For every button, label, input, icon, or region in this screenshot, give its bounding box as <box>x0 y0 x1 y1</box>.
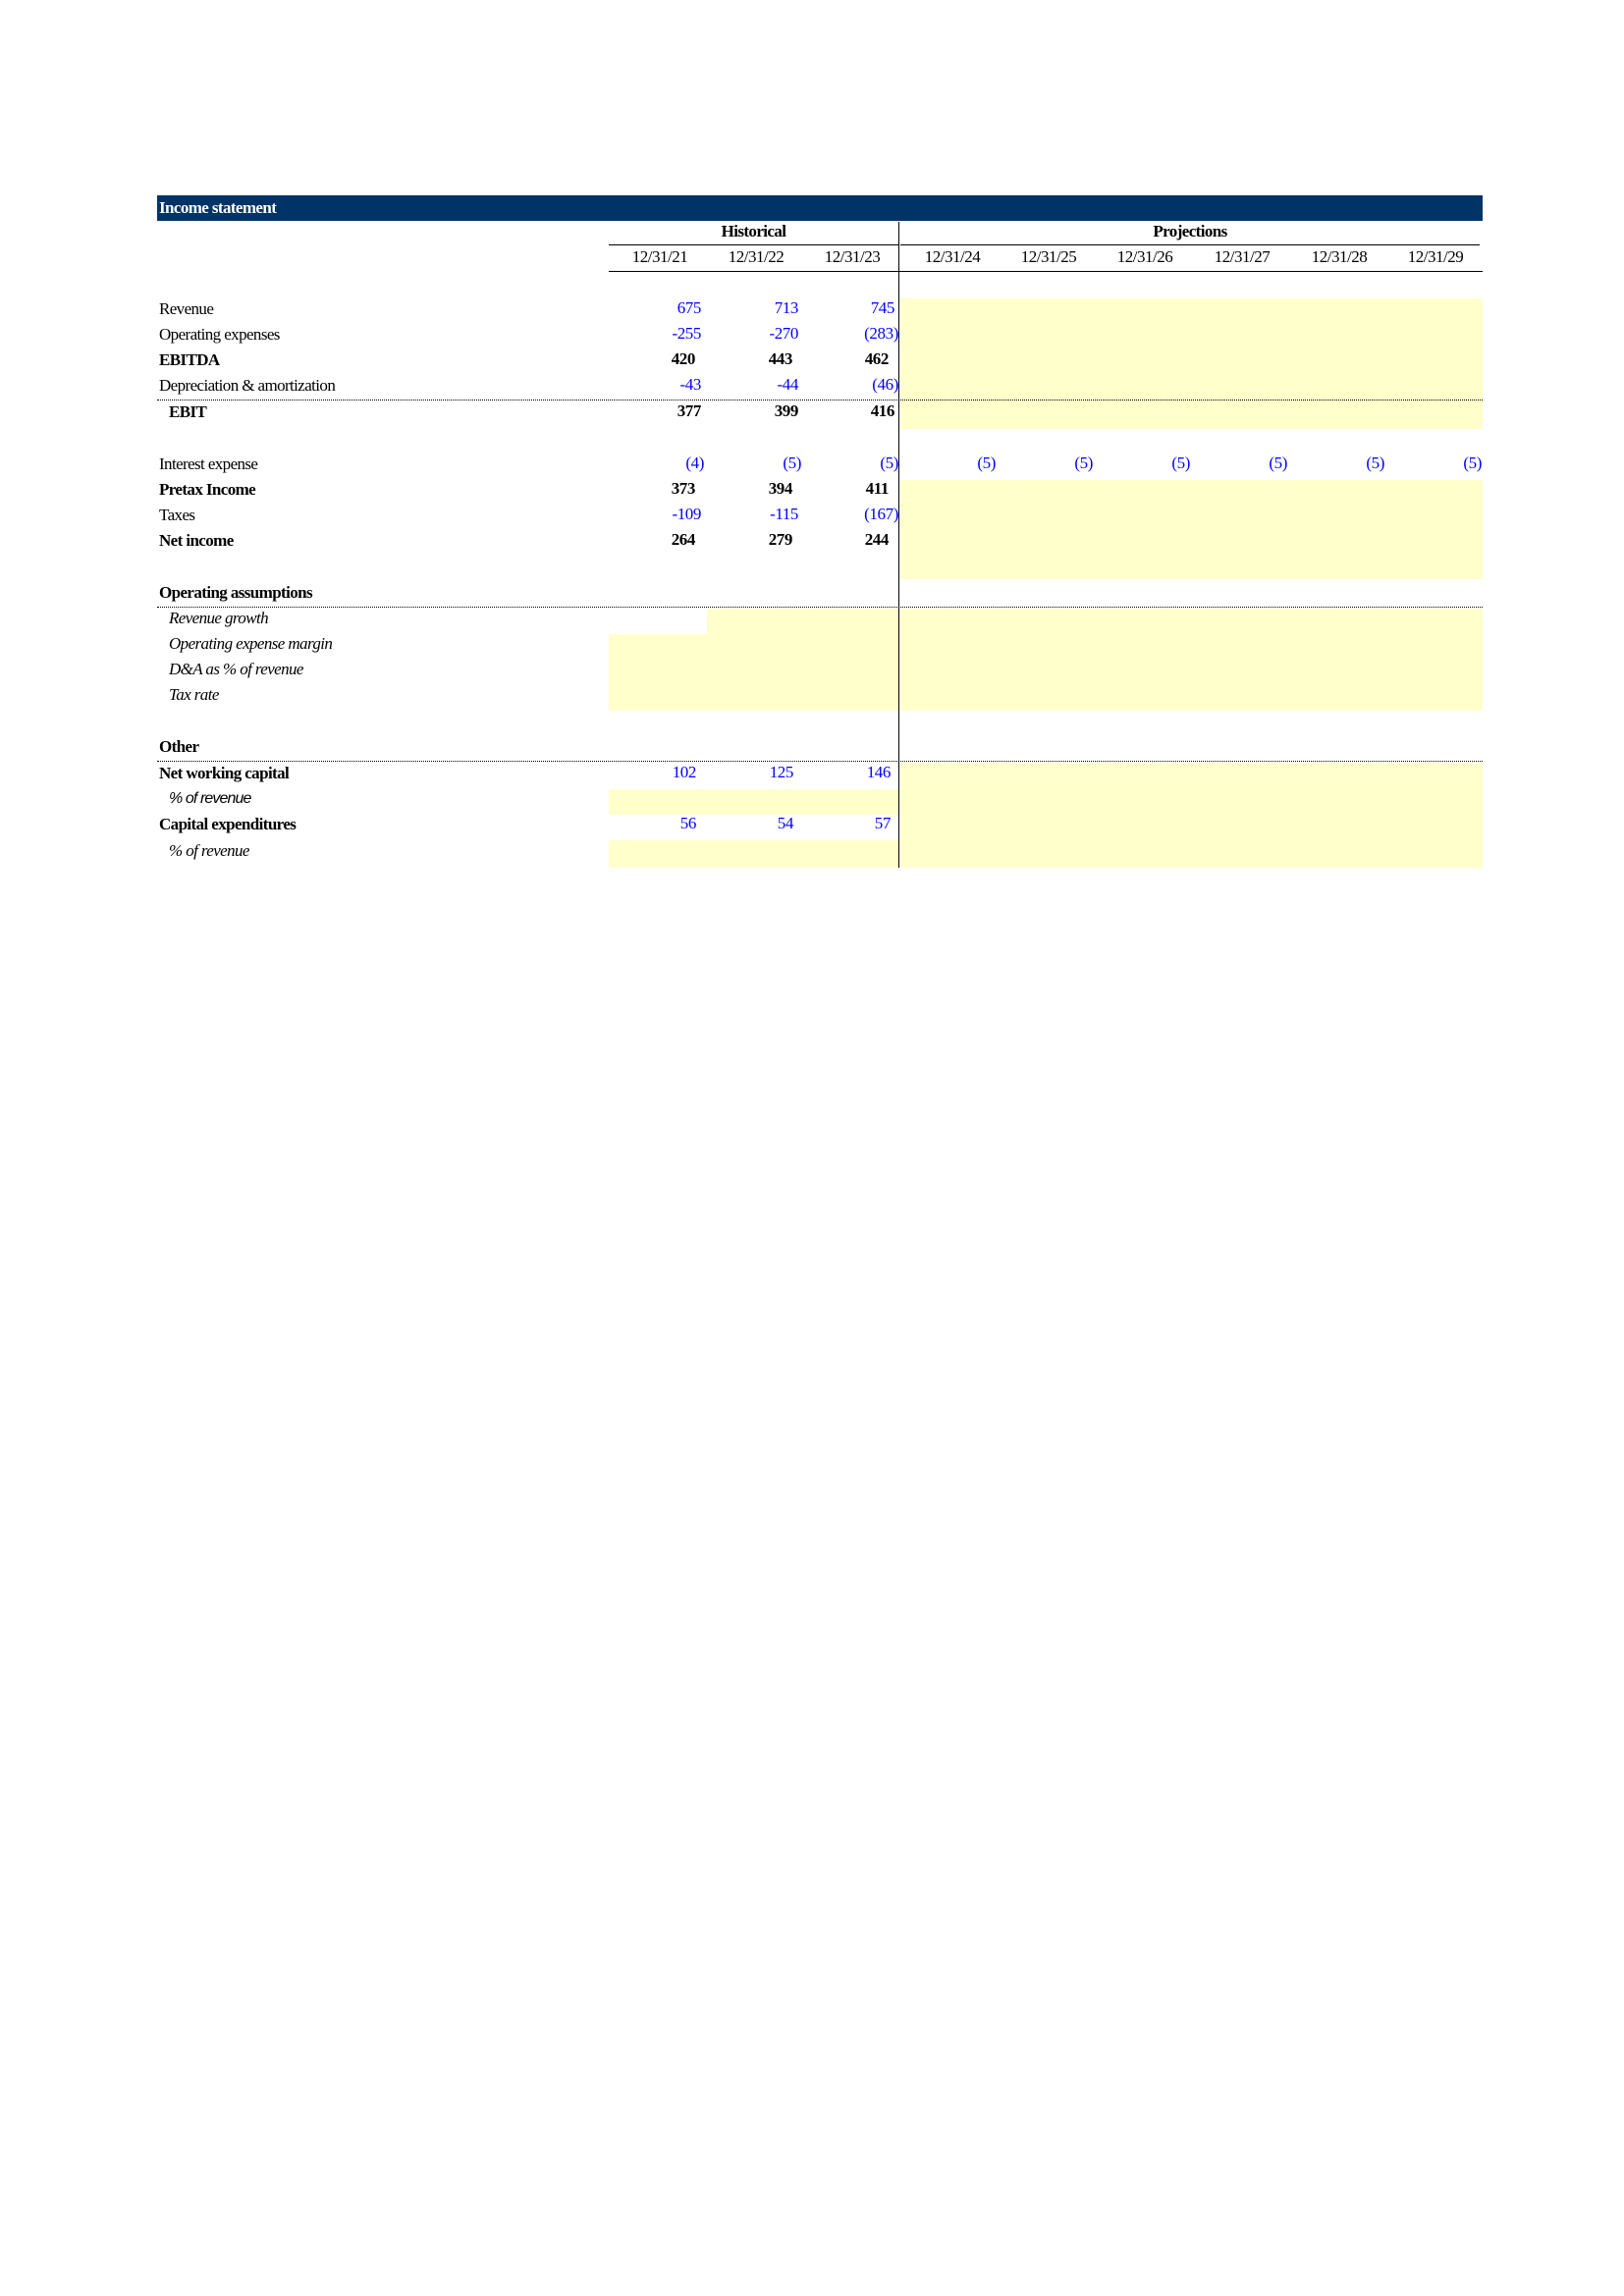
interest-2027[interactable]: (5) <box>1269 454 1287 472</box>
interest-2023[interactable]: (5) <box>880 454 898 472</box>
historical-projection-divider <box>898 222 899 868</box>
other-separator <box>157 761 1483 762</box>
ebitda-2021: 420 <box>671 349 695 368</box>
row-label-net-income: Net income <box>159 531 234 550</box>
date-header: 12/31/22 <box>728 247 785 266</box>
row-label-capex: Capital expenditures <box>159 815 297 833</box>
ebit-2021: 377 <box>677 401 701 420</box>
opex-2021[interactable]: -255 <box>672 324 701 343</box>
taxes-2022[interactable]: -115 <box>770 505 798 523</box>
row-label-opex-margin: Operating expense margin <box>169 634 333 653</box>
historical-pct-area <box>609 840 898 868</box>
date-header: 12/31/29 <box>1407 247 1464 266</box>
capex-2023[interactable]: 57 <box>874 814 891 832</box>
net-income-2022: 279 <box>768 530 792 549</box>
projection-other-area <box>900 763 1483 868</box>
projection-assumption-area <box>900 609 1483 711</box>
row-label-interest: Interest expense <box>159 454 258 473</box>
da-2023[interactable]: (46) <box>872 375 898 394</box>
section-header-other: Other <box>159 737 199 756</box>
interest-2024[interactable]: (5) <box>977 454 996 472</box>
title-bar <box>157 195 1483 221</box>
nwc-2021[interactable]: 102 <box>672 763 696 781</box>
row-label-ebit: EBIT <box>169 402 207 421</box>
row-label-nwc: Net working capital <box>159 764 290 782</box>
pretax-2022: 394 <box>768 479 792 498</box>
row-label-nwc-pct: % of revenue <box>169 790 251 807</box>
nwc-2023[interactable]: 146 <box>866 763 891 781</box>
historical-pct-area <box>609 789 898 815</box>
row-label-da-pct: D&A as % of revenue <box>169 660 303 678</box>
row-label-revenue: Revenue <box>159 299 214 318</box>
revenue-2023[interactable]: 745 <box>870 298 894 317</box>
capex-2022[interactable]: 54 <box>777 814 793 832</box>
interest-2029[interactable]: (5) <box>1463 454 1482 472</box>
projection-input-area <box>900 500 1483 579</box>
date-header: 12/31/27 <box>1214 247 1271 266</box>
assumptions-separator <box>157 607 1483 608</box>
ebitda-2023: 462 <box>864 349 889 368</box>
interest-2021[interactable]: (4) <box>685 454 704 472</box>
da-2021[interactable]: -43 <box>679 375 701 394</box>
group-header-underline <box>609 244 898 245</box>
capex-2021[interactable]: 56 <box>679 814 696 832</box>
row-label-taxes: Taxes <box>159 506 195 524</box>
opex-2022[interactable]: -270 <box>769 324 798 343</box>
row-label-revenue-growth: Revenue growth <box>169 609 268 627</box>
historical-assumption-area <box>609 634 898 711</box>
ebitda-2022: 443 <box>768 349 792 368</box>
net-income-2023: 244 <box>864 530 889 549</box>
interest-2026[interactable]: (5) <box>1171 454 1190 472</box>
net-income-2021: 264 <box>671 530 695 549</box>
taxes-2023[interactable]: (167) <box>864 505 898 523</box>
date-header: 12/31/23 <box>824 247 881 266</box>
interest-2025[interactable]: (5) <box>1074 454 1093 472</box>
row-label-ebitda: EBITDA <box>159 350 220 369</box>
sheet-title: Income statement <box>159 198 277 217</box>
opex-2023[interactable]: (283) <box>864 324 898 343</box>
historical-assumption-area <box>707 609 898 634</box>
row-label-opex: Operating expenses <box>159 325 280 344</box>
pretax-2021: 373 <box>671 479 695 498</box>
historical-header: Historical <box>721 222 786 240</box>
revenue-2021[interactable]: 675 <box>677 298 701 317</box>
ebit-2023: 416 <box>870 401 894 420</box>
row-label-da: Depreciation & amortization <box>159 376 336 395</box>
date-header: 12/31/26 <box>1116 247 1173 266</box>
da-2022[interactable]: -44 <box>777 375 798 394</box>
taxes-2021[interactable]: -109 <box>672 505 701 523</box>
interest-2028[interactable]: (5) <box>1366 454 1384 472</box>
group-header-underline <box>900 244 1480 245</box>
pretax-2023: 411 <box>865 479 889 498</box>
projections-header: Projections <box>1153 222 1227 240</box>
date-header: 12/31/25 <box>1020 247 1077 266</box>
ebit-2022: 399 <box>774 401 798 420</box>
interest-2022[interactable]: (5) <box>783 454 801 472</box>
date-header-underline <box>609 271 1483 272</box>
row-label-pretax: Pretax Income <box>159 480 256 499</box>
date-header: 12/31/24 <box>924 247 981 266</box>
section-header-assumptions: Operating assumptions <box>159 583 313 602</box>
date-header: 12/31/28 <box>1311 247 1368 266</box>
projection-input-area <box>900 480 1483 500</box>
projection-input-area <box>900 298 1483 429</box>
row-label-capex-pct: % of revenue <box>169 841 249 860</box>
date-header: 12/31/21 <box>631 247 688 266</box>
revenue-2022[interactable]: 713 <box>774 298 798 317</box>
row-label-tax-rate: Tax rate <box>169 685 219 704</box>
nwc-2022[interactable]: 125 <box>769 763 793 781</box>
